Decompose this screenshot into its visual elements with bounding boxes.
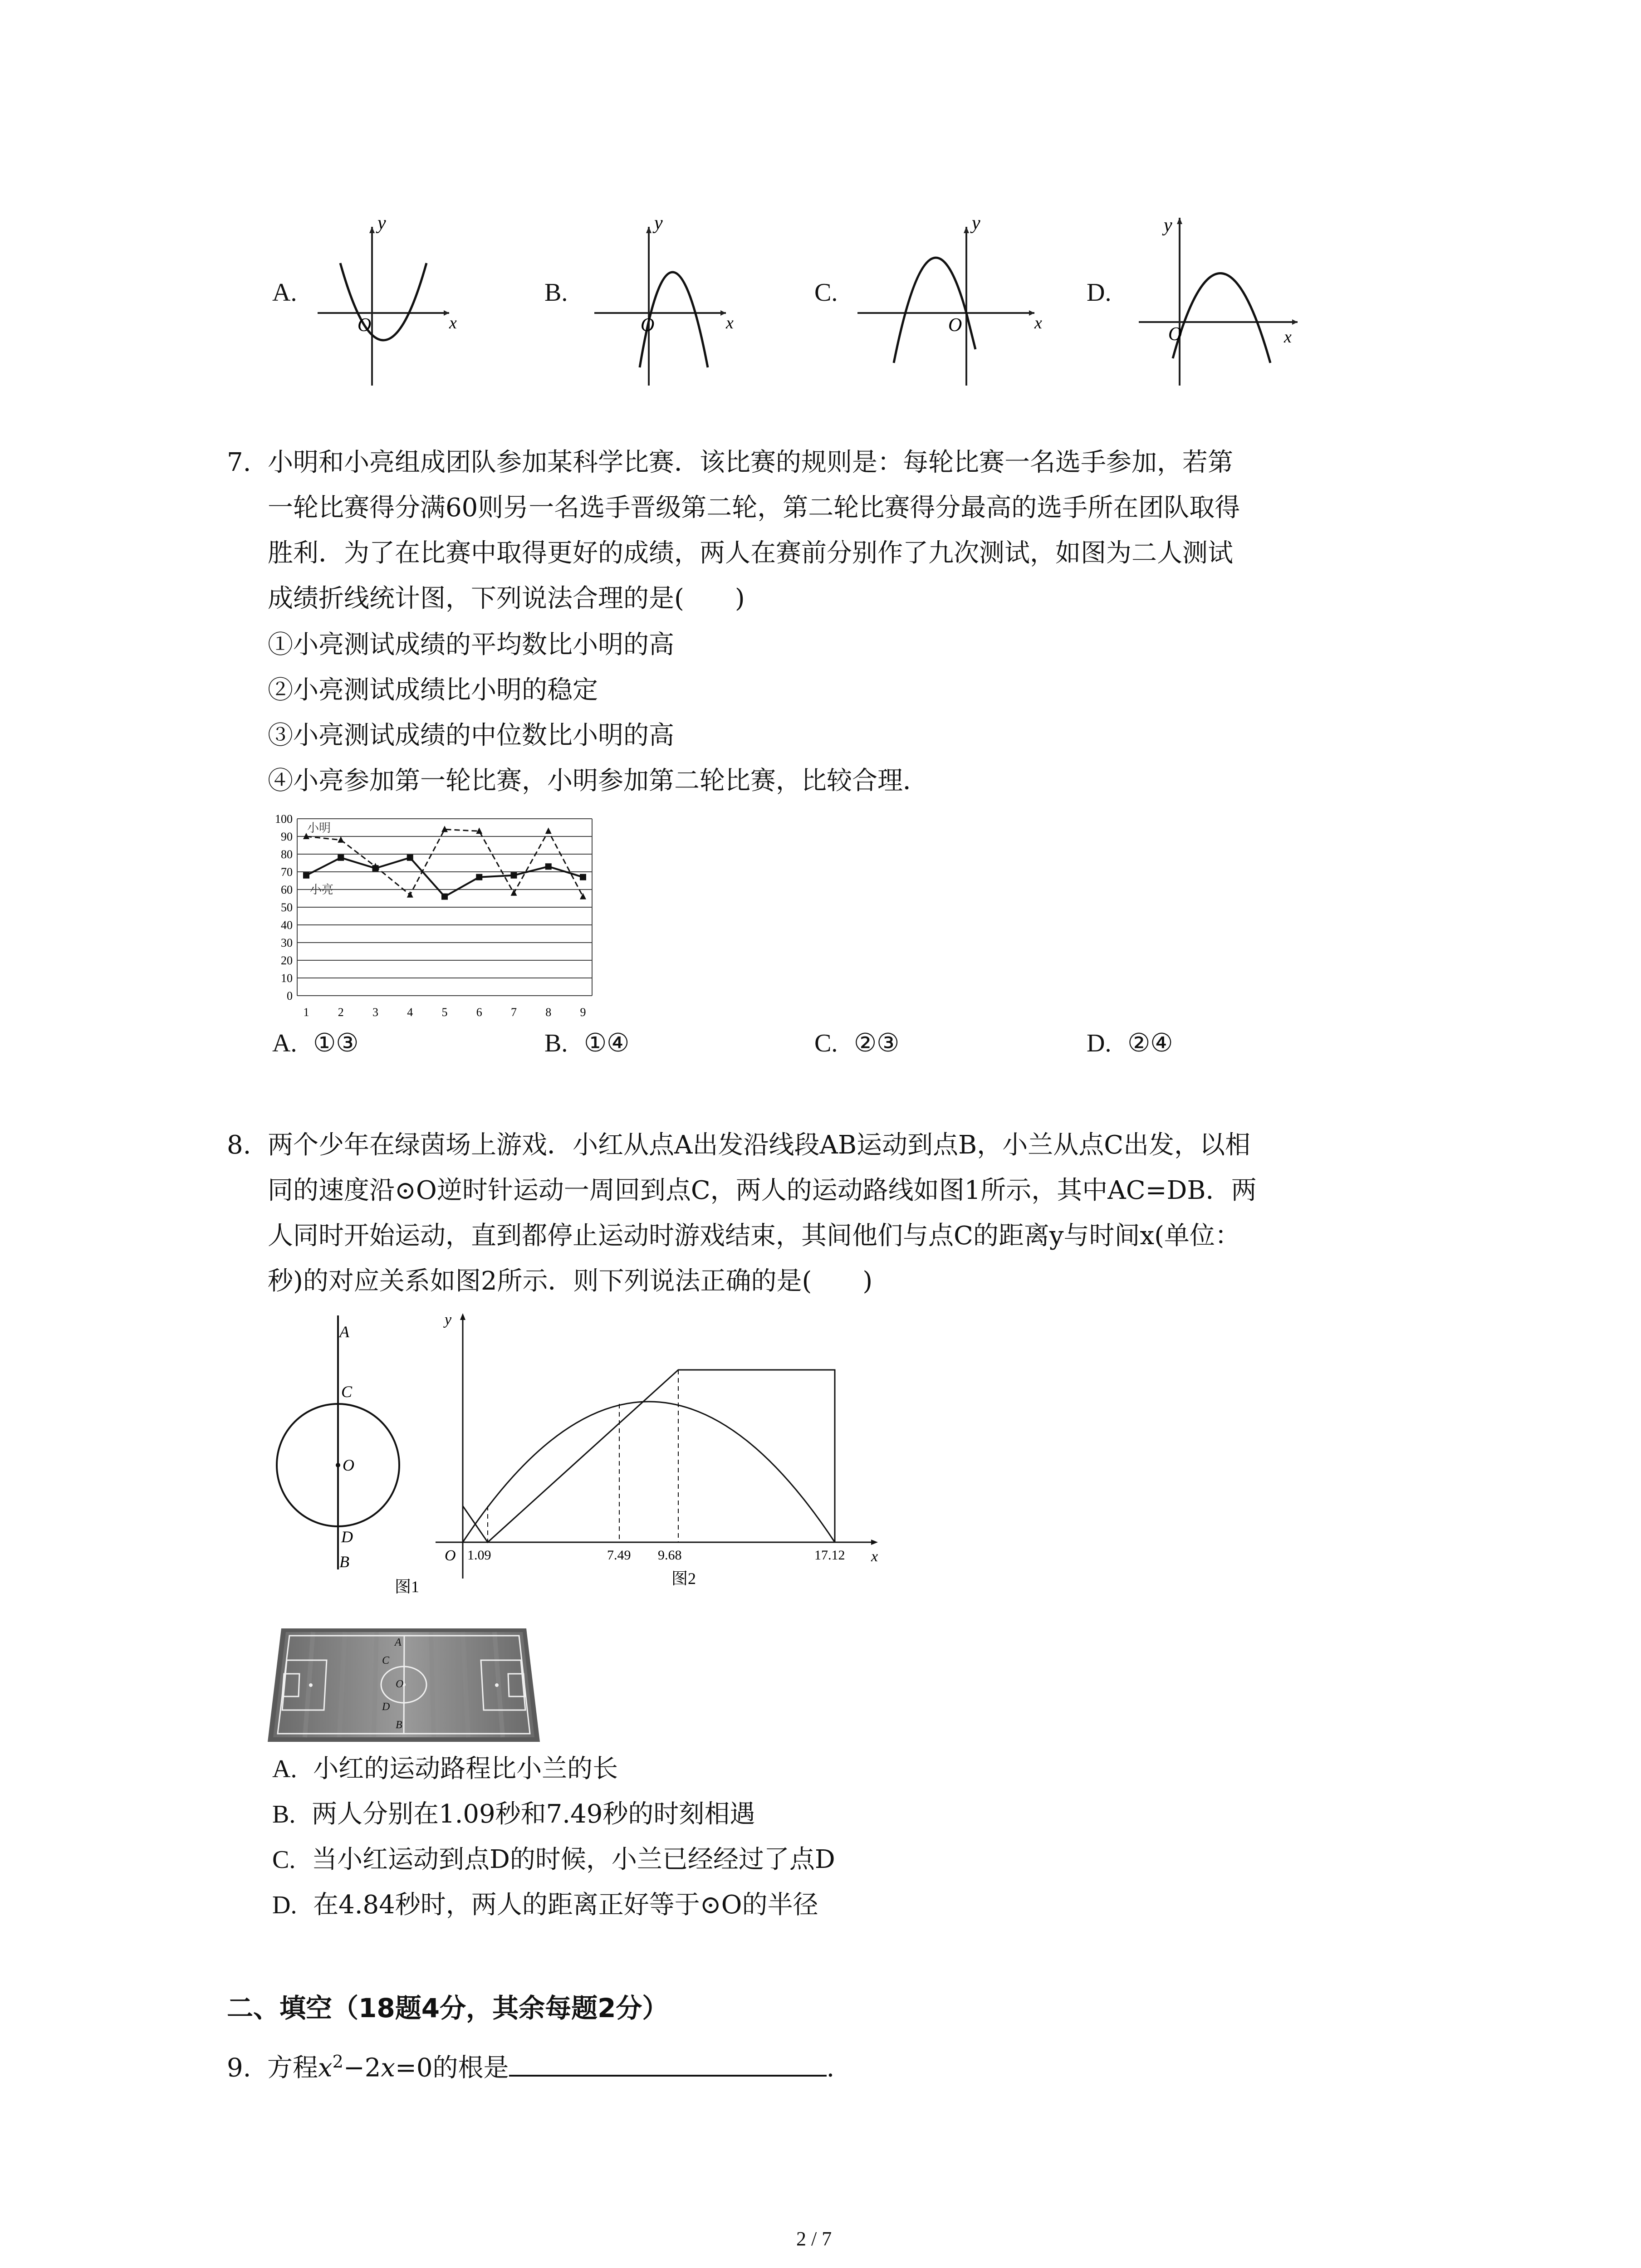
x-tick-label-4: 4 — [407, 1006, 413, 1019]
q7-option-b-label: B. — [544, 1029, 568, 1057]
q7-stem-line-4: 成绩折线统计图，下列说法合理的是( ) — [268, 584, 745, 613]
q7-option-d-text: ②④ — [1127, 1028, 1173, 1058]
y-tick-label-80: 80 — [281, 848, 293, 861]
q6-graph-b-y-label: y — [654, 213, 663, 234]
fig1-point-o: O — [343, 1456, 354, 1474]
series-2-point-1 — [303, 872, 309, 879]
section-2-heading: 二、填空（18题4分，其余每题2分） — [227, 1993, 669, 2024]
q6-graph-a-y-label: y — [377, 213, 386, 234]
q9-answer-blank[interactable] — [509, 2049, 827, 2077]
x-tick-label-9: 9 — [580, 1006, 586, 1019]
q9-exponent: 2 — [332, 2052, 343, 2072]
q7-option-a — [272, 1025, 358, 1061]
q9-line — [227, 2039, 834, 2091]
series-1-point-9 — [580, 893, 586, 899]
fig1-caption: 图1 — [395, 1578, 420, 1596]
q7-option-d — [1087, 1025, 1173, 1061]
q8-number: 8. — [227, 1130, 251, 1160]
q6-graph-b-x-label: x — [726, 313, 734, 332]
fig2-tick-9-68: 9.68 — [658, 1548, 682, 1563]
q6-option-a-label: A. — [272, 279, 297, 307]
q8-stem-line-2: 同的速度沿⊙O逆时针运动一周回到点C，两人的运动路线如图1所示，其中AC=DB．两 — [268, 1176, 1257, 1205]
q6-graph-b — [590, 213, 740, 390]
q8-option-a — [272, 1746, 618, 1792]
series-2-point-6 — [476, 874, 482, 880]
q7-line-chart — [254, 807, 612, 1025]
q7-option-c-text: ②③ — [853, 1028, 900, 1058]
field-point-d: D — [382, 1701, 390, 1713]
x-tick-label-7: 7 — [511, 1006, 517, 1019]
x-tick-label-5: 5 — [441, 1006, 448, 1019]
series-2-point-5 — [441, 894, 448, 900]
y-tick-label-10: 10 — [281, 972, 293, 985]
fig2-x-label: x — [871, 1548, 878, 1565]
q6-graph-d-origin-label: O — [1168, 324, 1182, 345]
series-2-point-4 — [407, 855, 413, 861]
q8-option-d — [272, 1882, 818, 1928]
q9-post: =0的根是 — [395, 2053, 509, 2083]
q6-graph-c-origin-label: O — [948, 315, 962, 336]
q8-soccer-field-image — [263, 1619, 544, 1746]
fig1-point-a: A — [339, 1323, 349, 1341]
series-2-point-3 — [372, 865, 379, 871]
series-2-point-2 — [338, 855, 344, 861]
field-point-b: B — [396, 1719, 402, 1731]
fig1-point-d: D — [341, 1528, 353, 1546]
fig2-y-label: y — [445, 1311, 452, 1328]
fig2-tick-1-09: 1.09 — [467, 1548, 491, 1563]
q6-graph-d-x-label: x — [1284, 327, 1292, 347]
y-tick-label-20: 20 — [281, 954, 293, 967]
fig1-point-b: B — [339, 1553, 349, 1571]
q8-option-d-label: D. — [272, 1891, 297, 1919]
q6-graph-a — [313, 213, 463, 390]
q7-stem-line-2: 一轮比赛得分满60则另一名选手晋级第二轮，第二轮比赛得分最高的选手所在团队取得 — [268, 493, 1240, 523]
q7-option-c — [814, 1025, 899, 1061]
x-tick-label-2: 2 — [338, 1006, 344, 1019]
q9-number: 9. — [227, 2053, 251, 2083]
field-point-a: A — [395, 1637, 402, 1648]
fig2-tick-17-12: 17.12 — [814, 1548, 845, 1563]
q8-option-b — [272, 1792, 755, 1837]
q6-graph-a-x-label: x — [449, 313, 457, 332]
q8-option-c-text: 当小红运动到点D的时候，小兰已经经过了点D — [311, 1845, 835, 1874]
q7-number: 7. — [227, 448, 251, 477]
q6-option-d-label: D. — [1087, 279, 1112, 307]
q6-option-b-label: B. — [544, 279, 568, 307]
series-label-1: 小明 — [307, 821, 331, 835]
q9-var-x: x — [318, 2053, 333, 2083]
q6-graph-c — [853, 213, 1043, 390]
q8-option-c — [272, 1837, 835, 1882]
y-tick-label-40: 40 — [281, 919, 293, 932]
page-number: 2 / 7 — [796, 2228, 832, 2250]
q6-graph-c-y-label: y — [972, 213, 980, 234]
q8-stem-line-1: 两个少年在绿茵场上游戏．小红从点A出发沿线段AB运动到点B，小兰从点C出发，以相 — [268, 1130, 1251, 1160]
x-tick-label-1: 1 — [303, 1006, 309, 1019]
q7-statement-1: ①小亮测试成绩的平均数比小明的高 — [268, 630, 674, 660]
y-tick-label-100: 100 — [275, 812, 293, 826]
fig2-caption: 图2 — [671, 1569, 696, 1588]
x-tick-label-8: 8 — [545, 1006, 552, 1019]
y-tick-label-0: 0 — [287, 989, 293, 1002]
q7-option-b-text: ①④ — [583, 1028, 630, 1058]
q9-pre: 方程 — [267, 2053, 318, 2083]
y-tick-label-30: 30 — [281, 936, 293, 949]
field-point-o: O — [396, 1678, 404, 1690]
q9-minus-2: −2 — [343, 2053, 381, 2083]
x-tick-label-6: 6 — [476, 1006, 482, 1019]
q6-graph-c-x-label: x — [1034, 313, 1042, 332]
q9-var-x-2: x — [381, 2053, 395, 2083]
q8-option-a-text: 小红的运动路程比小兰的长 — [313, 1754, 618, 1784]
q7-option-b — [544, 1025, 629, 1061]
q8-stem-line-4: 秒)的对应关系如图2所示．则下列说法正确的是( ) — [268, 1266, 873, 1296]
q8-stem-line-3: 人同时开始运动，直到都停止运动时游戏结束，其间他们与点C的距离y与时间x(单位： — [268, 1221, 1240, 1251]
fig2-tick-7-49: 7.49 — [607, 1548, 631, 1563]
q8-figure-2 — [436, 1306, 889, 1588]
series-1-point-4 — [407, 891, 413, 898]
q7-statement-3: ③小亮测试成绩的中位数比小明的高 — [268, 721, 674, 750]
q7-stem-line-1: 小明和小亮组成团队参加某科学比赛．该比赛的规则是：每轮比赛一名选手参加，若第 — [268, 448, 1233, 477]
series-1-point-2 — [338, 836, 344, 843]
series-2-point-9 — [580, 874, 586, 880]
y-tick-label-70: 70 — [281, 865, 293, 879]
q7-stem-line-3: 胜利．为了在比赛中取得更好的成绩，两人在赛前分别作了九次测试，如图为二人测试 — [268, 538, 1233, 568]
q8-option-a-label: A. — [272, 1755, 297, 1783]
q7-option-a-label: A. — [272, 1029, 297, 1057]
y-tick-label-90: 90 — [281, 830, 293, 843]
q6-graph-a-origin-label: O — [358, 315, 372, 336]
series-2-point-7 — [511, 872, 517, 879]
x-tick-label-3: 3 — [372, 1006, 378, 1019]
q8-figure-1 — [263, 1315, 420, 1597]
q6-option-c-label: C. — [814, 279, 838, 307]
series-1-point-8 — [545, 827, 552, 834]
series-line-2 — [306, 858, 583, 897]
q8-option-c-label: C. — [272, 1846, 296, 1874]
q7-statement-4: ④小亮参加第一轮比赛，小明参加第二轮比赛，比较合理． — [268, 766, 928, 796]
q6-graph-b-origin-label: O — [641, 315, 655, 336]
q6-graph-d — [1134, 213, 1325, 395]
field-point-c: C — [382, 1655, 390, 1667]
q9-period: . — [826, 2053, 835, 2083]
series-label-2: 小亮 — [310, 883, 334, 896]
series-2-point-8 — [545, 863, 552, 870]
fig1-point-c: C — [341, 1383, 353, 1401]
q6-graph-d-y-label: y — [1164, 215, 1172, 236]
fig2-origin-label: O — [445, 1547, 456, 1564]
q8-option-d-text: 在4.84秒时，两人的距离正好等于⊙O的半径 — [313, 1890, 818, 1920]
q7-statement-2: ②小亮测试成绩比小明的稳定 — [268, 675, 598, 705]
q7-option-d-label: D. — [1087, 1029, 1112, 1057]
series-line-1 — [306, 829, 583, 896]
q8-option-b-label: B. — [272, 1800, 296, 1828]
q7-option-a-text: ①③ — [313, 1028, 359, 1058]
q7-option-c-label: C. — [814, 1029, 838, 1057]
y-tick-label-60: 60 — [281, 883, 293, 896]
y-tick-label-50: 50 — [281, 901, 293, 914]
q8-option-b-text: 两人分别在1.09秒和7.49秒的时刻相遇 — [311, 1799, 755, 1829]
